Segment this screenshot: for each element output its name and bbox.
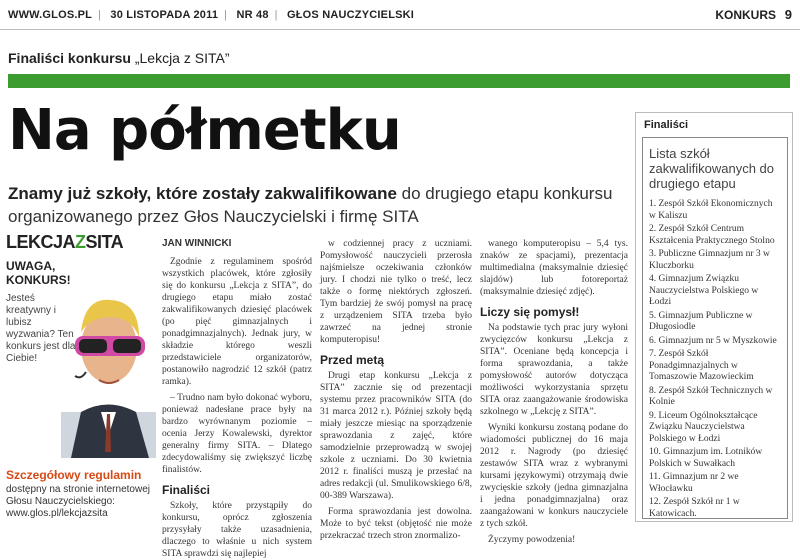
author-name: JAN WINNICKI [162,238,232,249]
contest-promo [6,232,156,526]
list-item: 5. Gimnazjum Publiczne w Długosiodle [649,310,753,332]
article-paragraph: Zgodnie z regulaminem spośród wszystkich placówek, które zgłosiły się do konkursu „Lekcja z SITA”, do drugiego etapu miało zostać zakwalifikowanych dziesięć placówek (po pięć gimnazjalnych i ponadgimnazjalnych). Jednak jury, w składzie którego weszli przedstawiciele organizatorów, postanowiło nagrodzić 12 szkół (patrz ramka). [162,257,312,387]
finalists-list-box [642,137,788,519]
header-date: 30 LISTOPADA 2011 [110,9,219,21]
rules-text[interactable]: dostępny na stronie internetowej Głosu Nauczycielskiego: www.glos.pl/lekcjazsita [6,484,150,519]
topic-prefix: Finaliści konkursu [8,50,131,66]
page-number: 9 [784,7,792,22]
lead-rest: do drugiego etapu konkursu organizowanego przez Głos Nauczycielski i firmę SITA [8,184,613,226]
article-column-1 [162,238,312,559]
section-heading-liczy-sie-pomysl: Liczy się pomysł! [480,305,580,319]
finalists-list-title: Lista szkół zakwalifikowanych do drugiego etapu [649,146,775,191]
contest-question: Jesteś kreatywny i lubisz wyzwania? Ten konkurs jest dla Ciebie! [6,293,76,364]
article-paragraph: wanego komputeropisu – 5,4 tys. znaków ze spacjami), prezentacja multimedialna (maksymalnie dziesięć slajdów) lub fotoreportaż (maksymalnie dziesięć zdjęć). [480,239,628,297]
contest-brand: LEKCJAZSITA [6,232,124,252]
headline: Na półmetku [8,98,401,163]
header-site[interactable]: WWW.GLOS.PL [8,9,93,21]
finalists-sidebar [635,112,793,522]
article-paragraph: Wyniki konkursu zostaną podane do wiadomości publicznej do 16 maja 2012 r. Nagrody (po dziesięć zestawów SITA wraz z wybranymi kursami językowymi) otrzymają dwie zwycięskie szkoły (jedna gimnazjalna i jedna ponadgimnazjalna) oraz zaangażowani w konkurs nauczyciele z tych szkół. [480,423,628,529]
list-item: 12. Zespół Szkół nr 1 w Katowicach. [649,497,740,519]
green-divider [8,74,790,88]
list-item: 10. Gimnazjum im. Lotników Polskich w Suwałkach [649,447,763,469]
article-column-2 [320,238,472,541]
article-paragraph: Forma sprawozdania jest dowolna. Może to być tekst (objętość nie może przekraczać trzech stron znormalizo- [320,507,472,541]
list-item: 7. Zespół Szkół Ponadgimnazjalnych w Tomaszowie Mazowieckim [649,349,754,382]
page-header [0,0,800,30]
article-paragraph: Życzymy powodzenia! [488,535,576,545]
student-with-vr-headset-icon [61,262,156,458]
topic-line [8,50,229,66]
lead-bold: Znamy już szkoły, które zostały zakwalifikowane [8,184,397,203]
sidebar-title: Finaliści [644,119,689,131]
lead-paragraph [8,182,628,228]
section-heading-finalisci: Finaliści [162,483,211,497]
header-paper: GŁOS NAUCZYCIELSKI [287,9,415,21]
article-paragraph: Na podstawie tych prac jury wyłoni zwycięzców konkursu „Lekcja z SITA”. Oceniane będą koncepcja i forma sprawozdania, a także pomysłowość autorów dotycząca możliwości wykorzystania sprzętu SITA oraz zaangażowanie środowiska szkolnego w „Lekcję z SITA”. [480,323,628,417]
header-meta: WWW.GLOS.PL | 30 LISTOPADA 2011 | NR 48 | GŁOS NAUCZYCIELSKI [8,9,415,21]
list-item: 2. Zespół Szkół Centrum Kształcenia Praktycznego Stolno [649,224,775,246]
list-item: 11. Gimnazjum nr 2 we Włocławku [649,472,739,494]
list-item: 9. Liceum Ogólnokształcące Związku Nauczycielstwa Polskiego w Łodzi [649,410,758,444]
article-paragraph: Drugi etap konkursu „Lekcja z SITA” zacznie się od prezentacji systemu przez pracowników SITA (do 31 marca 2012 r.). Później szkoły będą miały jeszcze miesiąc na sporządzenie sprawozdania z zajęć, które samodzielnie przeprowadzą w swojej szkole z uczniami. Do 30 kwietnia 2012 r. finaliści muszą je przesłać na adres redakcji (ul. Smulikowskiego 6/8, 00-389 Warszawa). [320,371,472,501]
list-item: 4. Gimnazjum Związku Nauczycielstwa Polskiego w Łodzi [649,274,759,307]
list-item: 3. Publiczne Gimnazjum nr 3 w Kluczborku [649,249,770,271]
topic-name: „Lekcja z SITA” [134,50,230,66]
article-paragraph: Szkoły, które przystąpiły do konkursu, oprócz zgłoszenia przysyłały także uzasadnienia, dlaczego to właśnie u nich system SITA sprawdzi się najlepiej [162,501,312,559]
section-heading-przed-meta: Przed metą [320,353,385,367]
header-issue: NR 48 [236,9,269,21]
list-item: 6. Gimnazjum nr 5 w Myszkowie [649,335,777,346]
list-item: 8. Zespół Szkół Technicznych w Kolnie [649,385,773,407]
article-paragraph: w codziennej pracy z uczniami. Pomysłowość nauczycieli przerosła najśmielsze oczekiwania członków jury. I chodzi nie tylko o treść, lecz także o formę niektórych zgłoszeń. Tym bardziej że swój pomysł na pracę z urządzeniem SITA trzeba było zawrzeć na jednej stronie komputeropisu! [320,239,472,345]
finalists-list [649,199,781,520]
contest-alert: UWAGA, KONKURS! [6,259,71,287]
header-section: KONKURS [715,8,776,22]
article-paragraph: – Trudno nam było dokonać wyboru, ponieważ nadesłane prace były na bardzo wyrównanym poziomie – ocenia Jerzy Kowalewski, dyrektor generalny firmy SITA. – Dlatego zdecydowaliśmy się zwiększyć liczbę finalistów. [162,393,312,475]
rules-title: Szczegółowy regulamin [6,468,142,482]
article-column-3 [480,238,628,545]
list-item: 1. Zespół Szkół Ekonomicznych w Kaliszu [649,199,773,221]
